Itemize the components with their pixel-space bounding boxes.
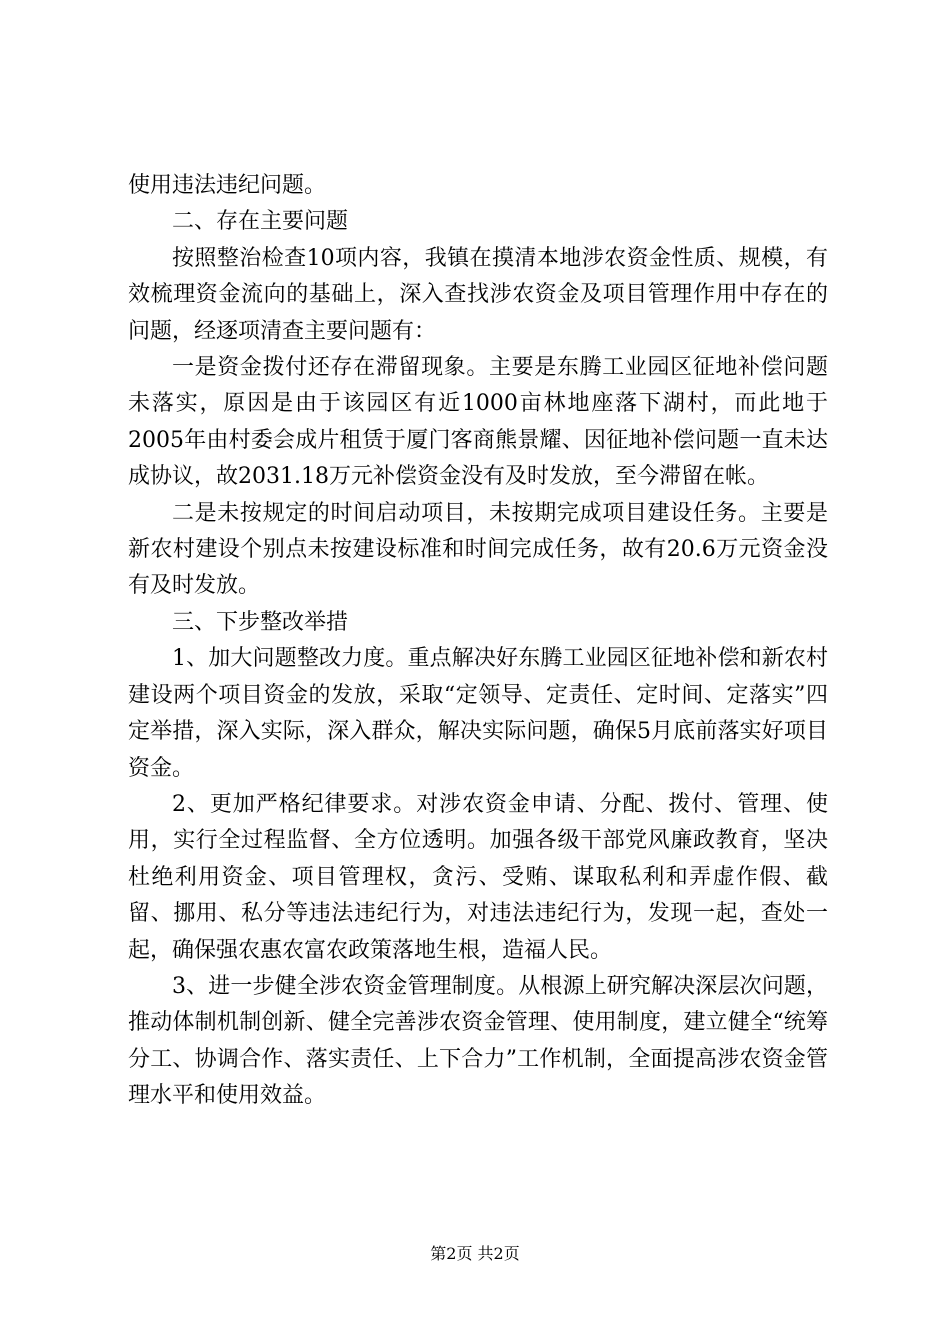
page-number-footer: 第2页 共2页 <box>430 1244 520 1263</box>
section-heading-measures: 三、下步整改举措 <box>172 609 349 635</box>
paragraph-problem-one: 一是资金拨付还存在滞留现象。主要是东腾工业园区征地补偿问题未落实，原因是由于该园区有近1000亩林地座落下湖村，而此地于2005年由村委会成片租赁于厦门客商熊景耀、因征地补偿问题一直未达成协议，故2031.18万元补偿资金没有及时发放，至今滞留在帐。 <box>128 355 828 490</box>
paragraph-measure-three: 3、进一步健全涉农资金管理制度。从根源上研究解决深层次问题，推动体制机制创新、健全完善涉农资金管理、使用制度，建立健全“统筹分工、协调合作、落实责任、上下合力”工作机制，全面提高涉农资金管理水平和使用效益。 <box>128 973 828 1109</box>
paragraph-measure-two: 2、更加严格纪律要求。对涉农资金申请、分配、拨付、管理、使用，实行全过程监督、全方位透明。加强各级干部党风廉政教育，坚决杜绝利用资金、项目管理权，贪污、受贿、谋取私利和弄虚作假、截留、挪用、私分等违法违纪行为，对违法违纪行为，发现一起，查处一起，确保强农惠农富农政策落地生根，造福人民。 <box>128 791 828 963</box>
section-heading-problems: 二、存在主要问题 <box>172 209 349 235</box>
paragraph-inspection-intro: 按照整治检查10项内容，我镇在摸清本地涉农资金性质、规模，有效梳理资金流向的基础上，深入查找涉农资金及项目管理作用中存在的问题，经逐项清查主要问题有： <box>128 245 828 344</box>
document-body <box>128 168 828 1115</box>
paragraph-problem-two: 二是未按规定的时间启动项目，未按期完成项目建设任务。主要是新农村建设个别点未按建设标准和时间完成任务，故有20.6万元资金没有及时发放。 <box>128 500 828 599</box>
paragraph-continuation: 使用违法违纪问题。 <box>128 173 327 198</box>
paragraph-measure-one: 1、加大问题整改力度。重点解决好东腾工业园区征地补偿和新农村建设两个项目资金的发放，采取“定领导、定责任、定时间、定落实”四定举措，深入实际，深入群众，解决实际问题，确保5月底前落实好项目资金。 <box>128 646 828 781</box>
